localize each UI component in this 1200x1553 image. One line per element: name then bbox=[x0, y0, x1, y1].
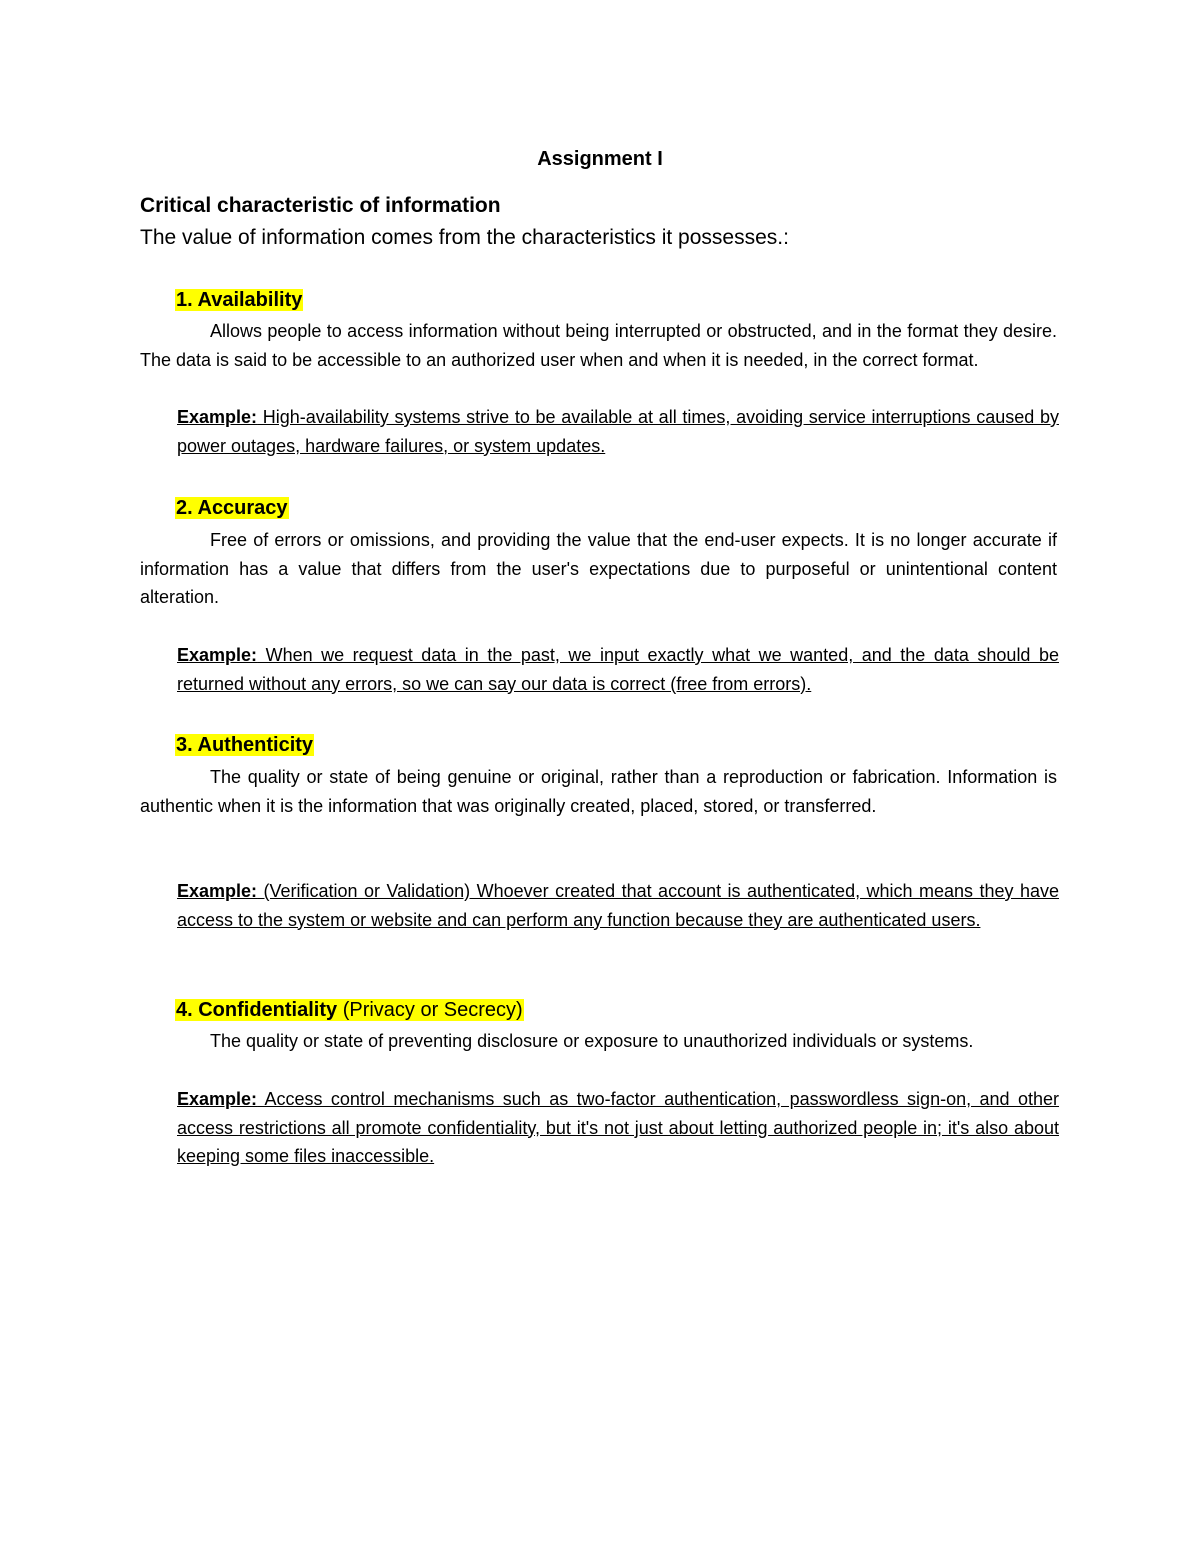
section-title-suffix: (Privacy or Secrecy) bbox=[342, 999, 523, 1021]
example-label: Example: bbox=[177, 645, 258, 665]
example-authenticity bbox=[177, 877, 1059, 934]
example-text: High-availability systems strive to be available at all times, avoiding service interruptions caused by power outages, hardware failures, or system updates. bbox=[177, 407, 1059, 456]
document-title: Assignment I bbox=[537, 148, 663, 170]
example-text: When we request data in the past, we input exactly what we wanted, and the data should be returned without any errors, so we can say our data is correct (free from errors). bbox=[177, 645, 1059, 694]
example-label: Example: bbox=[177, 407, 258, 427]
section-text-confidentiality: The quality or state of preventing disclosure or exposure to unauthorized individuals or systems. bbox=[210, 1031, 974, 1051]
section-body: Allows people to access information without being interrupted or obstructed, and in the format they desire. The data is said to be accessible to an authorized user when and when it is needed, in the correct format. bbox=[140, 321, 1057, 370]
example-accuracy bbox=[177, 641, 1059, 698]
section-title-text: 1. Availability bbox=[176, 289, 303, 311]
example-text: (Verification or Validation) Whoever created that account is authenticated, which means they have access to the system or website and can perform any function because they are authenticated users. bbox=[177, 881, 1059, 930]
section-title-availability bbox=[175, 289, 303, 312]
section-body: Free of errors or omissions, and providing the value that the end-user expects. It is no longer accurate if information has a value that differs from the user's expectations due to purposeful or unintentional content alteration. bbox=[140, 530, 1057, 607]
section-title-text: 2. Accuracy bbox=[176, 497, 288, 519]
example-availability bbox=[177, 403, 1059, 460]
section-text-availability bbox=[140, 317, 1057, 374]
section-text-accuracy bbox=[140, 526, 1057, 612]
section-text-authenticity bbox=[140, 763, 1057, 820]
section-title-highlight bbox=[175, 999, 524, 1021]
section-title-authenticity bbox=[175, 734, 314, 757]
section-body: The quality or state of being genuine or original, rather than a reproduction or fabrication. Information is authentic when it is the information that was originally created, placed, stored, or transferred. bbox=[140, 767, 1057, 816]
example-label: Example: bbox=[177, 881, 258, 901]
example-confidentiality bbox=[177, 1085, 1059, 1171]
section-title-confidentiality bbox=[175, 999, 524, 1022]
example-label: Example: bbox=[177, 1089, 258, 1109]
document-intro: The value of information comes from the characteristics it possesses.: bbox=[140, 226, 789, 249]
section-title-text: 4. Confidentiality bbox=[176, 999, 338, 1021]
example-text: Access control mechanisms such as two-factor authentication, passwordless sign-on, and other access restrictions all promote confidentiality, but it's not just about letting authorized people in; it's also about keeping some files inaccessible. bbox=[177, 1089, 1059, 1166]
section-title-accuracy bbox=[175, 497, 289, 520]
document-heading: Critical characteristic of information bbox=[140, 194, 501, 217]
section-title-text: 3. Authenticity bbox=[176, 734, 314, 756]
